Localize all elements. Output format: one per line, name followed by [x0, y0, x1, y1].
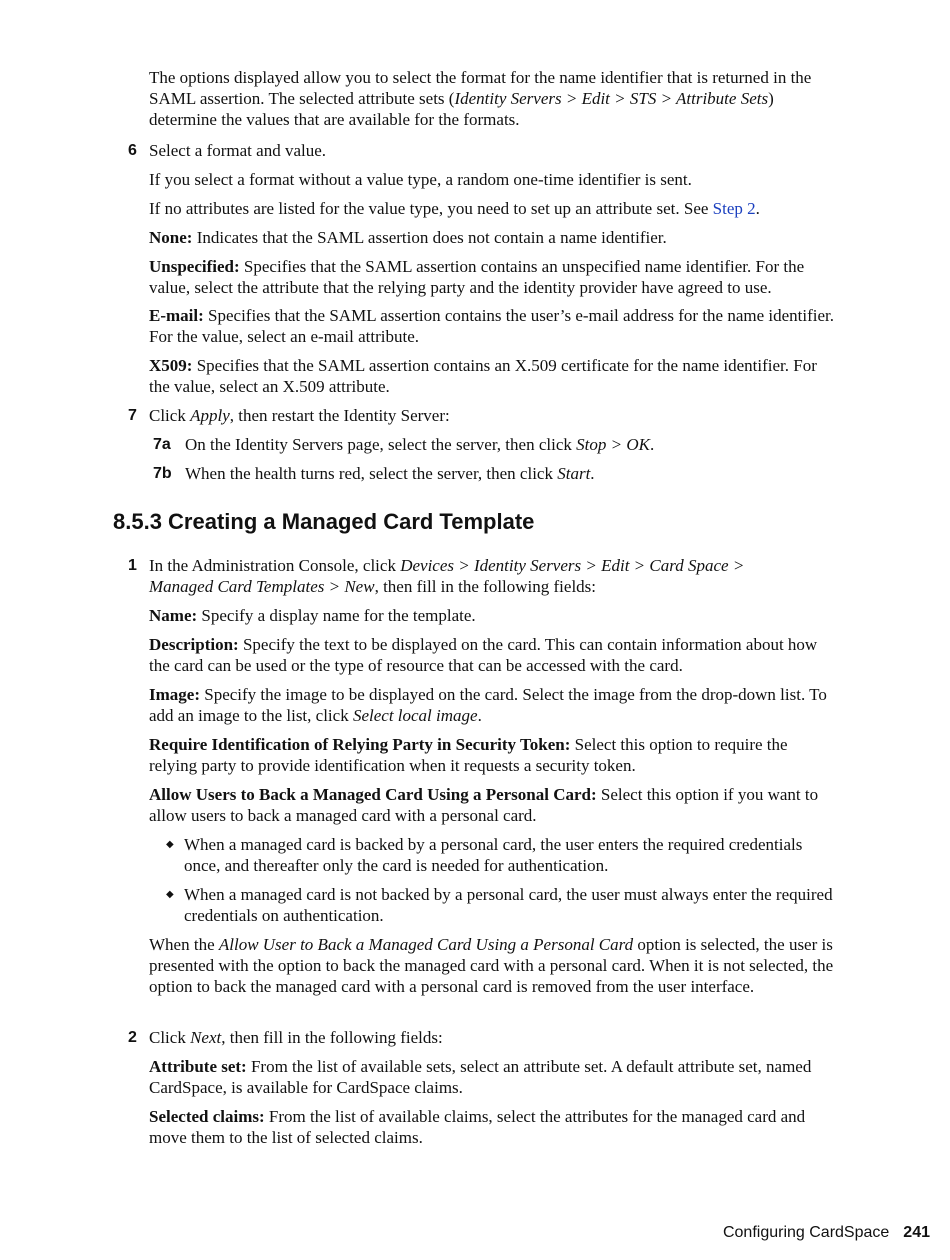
none-label: None:	[149, 228, 193, 247]
image-text-b: .	[477, 706, 482, 725]
step-7-text	[149, 405, 839, 426]
name-label: Name:	[149, 606, 198, 625]
step-6-para-2-a: If no attributes are listed for the value type, you need to set up an attribute set. See	[149, 199, 713, 218]
description-label: Description:	[149, 635, 239, 654]
step-1-text-b: , then fill in the following fields:	[374, 577, 597, 596]
selected-claims-definition	[149, 1106, 839, 1148]
step-6-text: Select a format and value.	[149, 141, 327, 160]
description-field-definition	[149, 634, 839, 676]
diamond-bullet-icon: ◆	[166, 839, 174, 850]
intro-path: Identity Servers > Edit > STS > Attribute Sets	[454, 89, 769, 108]
none-text: Indicates that the SAML assertion does not contain a name identifier.	[192, 228, 667, 247]
email-label: E-mail:	[149, 306, 204, 325]
step-7-text-b: , then restart the Identity Server:	[229, 406, 450, 425]
intro-paragraph	[149, 67, 839, 130]
step-7a-text-a: On the Identity Servers page, select the server, then click	[185, 435, 577, 454]
step-7b-start: Start	[557, 464, 591, 483]
step-7b-number: 7b	[153, 465, 172, 482]
step-7-apply: Apply	[190, 406, 230, 425]
intro-text-b: ) determine the values that are available for the formats.	[149, 89, 774, 129]
selected-claims-label: Selected claims:	[149, 1107, 265, 1126]
unspecified-text: Specifies that the SAML assertion contains an unspecified name identifier. For the value, select the attribute that the relying party and the identity provider have agreed to use.	[149, 257, 805, 297]
name-field-definition	[149, 605, 839, 626]
allow-users-label: Allow Users to Back a Managed Card Using a Personal Card:	[149, 785, 597, 804]
none-definition	[149, 227, 839, 248]
bullet-backed-text: When a managed card is backed by a personal card, the user enters the required credentials once, and thereafter only the card is needed for authentication.	[184, 835, 803, 875]
step-7b-text-b: .	[590, 464, 595, 483]
email-definition	[149, 305, 839, 347]
step-6-para-2-b: .	[755, 199, 760, 218]
step-2-text-b: , then fill in the following fields:	[221, 1028, 443, 1047]
when-text-a: When the	[149, 935, 219, 954]
step-7a-text	[185, 434, 845, 455]
when-option-selected-paragraph	[149, 934, 839, 997]
section-heading: 8.5.3 Creating a Managed Card Template	[113, 509, 535, 534]
step-1-text	[149, 555, 789, 597]
step-2-next: Next	[190, 1028, 222, 1047]
allow-users-text: Select this option if you want to allow users to back a managed card with a personal card.	[149, 785, 819, 825]
step-6-para-2	[149, 198, 839, 219]
step-1-number: 1	[128, 557, 137, 574]
step-1-path: Devices > Identity Servers > Edit > Card Space > Managed Card Templates > New	[149, 556, 745, 596]
step-7-number: 7	[128, 407, 137, 424]
attribute-set-definition	[149, 1056, 839, 1098]
allow-users-definition	[149, 784, 839, 826]
footer-title: Configuring CardSpace	[722, 1224, 890, 1241]
step-7a-text-b: .	[649, 435, 655, 454]
image-field-definition	[149, 684, 839, 726]
step-2-text	[149, 1027, 839, 1048]
image-text-a: Specify the image to be displayed on the card. Select the image from the drop-down list. To add an image to the list, click	[149, 685, 827, 725]
email-text: Specifies that the SAML assertion contains the user’s e-mail address for the name identifier. For the value, select an e-mail attribute.	[149, 306, 835, 346]
selected-claims-text: From the list of available claims, select the attributes for the managed card and move them to the list of selected claims.	[149, 1107, 806, 1147]
page-footer	[723, 1222, 930, 1243]
attribute-set-label: Attribute set:	[149, 1057, 247, 1076]
when-text-b: option is selected, the user is presented with the option to back the managed card with a personal card. When it is not selected, the option to back the managed card with a personal card is removed from the user interface.	[149, 935, 834, 996]
x509-label: X509:	[149, 356, 193, 375]
step-7-text-a: Click	[149, 406, 191, 425]
when-option-name: Allow User to Back a Managed Card Using a Personal Card	[218, 935, 634, 954]
page-number: 241	[903, 1224, 930, 1241]
select-local-image: Select local image	[352, 706, 478, 725]
unspecified-definition	[149, 256, 839, 298]
step-7a-number: 7a	[153, 436, 171, 453]
step-7b-text	[185, 463, 845, 484]
step-7b-text-a: When the health turns red, select the server, then click	[185, 464, 558, 483]
step-6-para-1: If you select a format without a value type, a random one-time identifier is sent.	[149, 170, 692, 189]
require-identification-label: Require Identification of Relying Party in Security Token:	[149, 735, 571, 754]
step-2-number: 2	[128, 1029, 137, 1046]
attribute-set-text: From the list of available sets, select an attribute set. A default attribute set, named CardSpace, is available for CardSpace claims.	[149, 1057, 812, 1097]
step-1-text-a: In the Administration Console, click	[149, 556, 401, 575]
bullet-not-backed-text: When a managed card is not backed by a personal card, the user must always enter the required credentials on authentication.	[184, 885, 833, 925]
step-2-link[interactable]: Step 2	[712, 199, 756, 218]
image-label: Image:	[149, 685, 200, 704]
diamond-bullet-icon: ◆	[166, 889, 174, 900]
step-2-text-a: Click	[149, 1028, 191, 1047]
intro-text-a: The options displayed allow you to select the format for the name identifier that is returned in the SAML assertion. The selected attribute sets (	[149, 68, 812, 108]
require-identification-text: Select this option to require the relying party to provide identification when it requests a security token.	[149, 735, 788, 775]
x509-text: Specifies that the SAML assertion contains an X.509 certificate for the name identifier. For the value, select an X.509 attribute.	[149, 356, 817, 396]
unspecified-label: Unspecified:	[149, 257, 240, 276]
description-text: Specify the text to be displayed on the card. This can contain information about how the card can be used or the type of resource that can be accessed with the card.	[149, 635, 818, 675]
x509-definition	[149, 355, 839, 397]
name-text: Specify a display name for the template.	[197, 606, 476, 625]
require-identification-definition	[149, 734, 839, 776]
step-7a-stop-ok: Stop > OK	[576, 435, 650, 454]
step-6-number: 6	[128, 142, 137, 159]
